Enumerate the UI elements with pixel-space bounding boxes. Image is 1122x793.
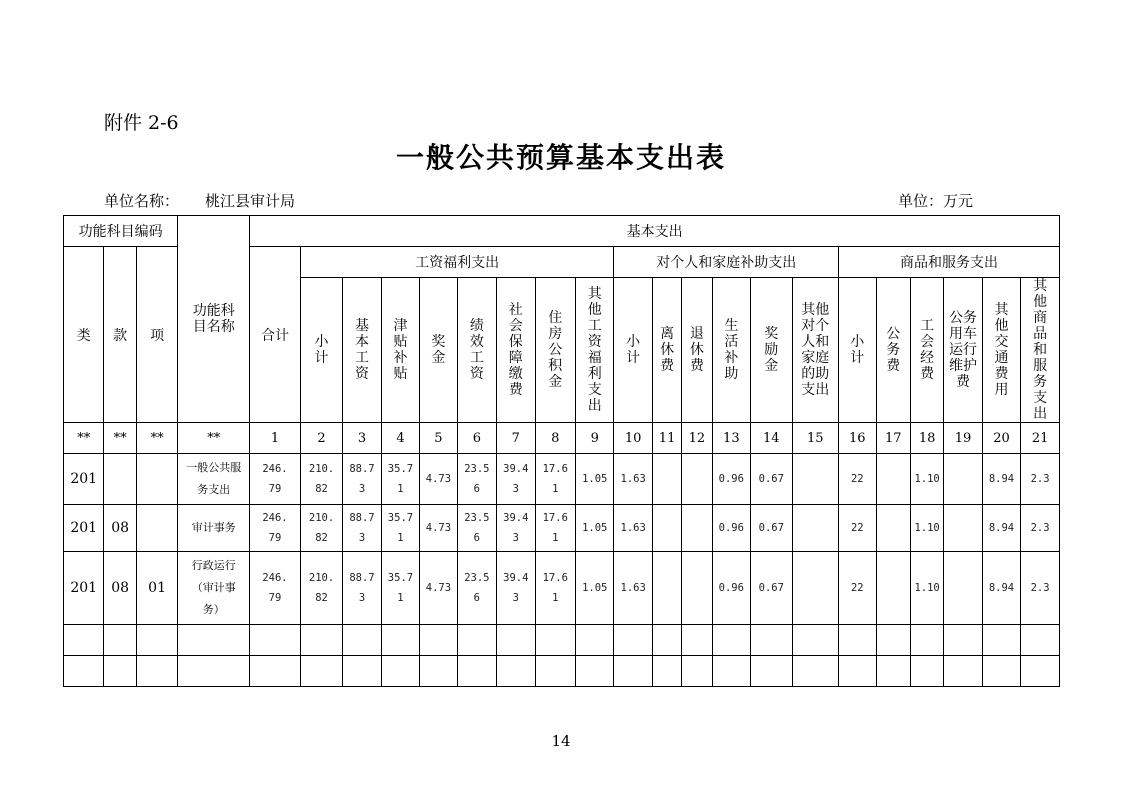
- cell-value: 8.94: [982, 505, 1020, 552]
- cell-value: 210.82: [300, 552, 343, 625]
- index-number: 1: [250, 423, 301, 454]
- empty-cell: [497, 656, 535, 687]
- cell-value: [876, 505, 910, 552]
- header-subcol: 奖励金: [751, 278, 792, 423]
- cell-value: 22: [839, 505, 876, 552]
- empty-cell: [712, 656, 750, 687]
- cell-lei: 201: [64, 552, 104, 625]
- index-number: 4: [381, 423, 419, 454]
- index-mark: **: [178, 423, 250, 454]
- index-number: 6: [457, 423, 496, 454]
- unit-name-value: 桃江县审计局: [205, 192, 296, 210]
- empty-cell: [876, 625, 910, 656]
- cell-value: [652, 505, 681, 552]
- header-subcol: 公务费: [876, 278, 910, 423]
- header-salary-group: 工资福利支出: [300, 247, 614, 278]
- cell-value: 0.96: [712, 454, 750, 505]
- unit-name-line: [104, 190, 295, 211]
- cell-value: 1.05: [576, 552, 614, 625]
- cell-value: 22: [839, 552, 876, 625]
- header-subcol: 其他商品和服务支出: [1021, 278, 1060, 423]
- cell-value: 88.73: [343, 552, 381, 625]
- cell-value: 35.71: [381, 552, 419, 625]
- empty-cell: [535, 625, 575, 656]
- empty-cell: [457, 625, 496, 656]
- index-number: 10: [614, 423, 652, 454]
- header-function-code: 功能科目编码: [64, 216, 178, 247]
- header-subcol: 其他对个人和家庭的助支出: [792, 278, 839, 423]
- index-number: 3: [343, 423, 381, 454]
- cell-value: 1.63: [614, 552, 652, 625]
- header-subcol: 住房公积金: [535, 278, 575, 423]
- cell-value: 4.73: [420, 552, 457, 625]
- cell-value: 35.71: [381, 505, 419, 552]
- cell-value: 39.43: [497, 454, 535, 505]
- header-subcol: 奖金: [420, 278, 457, 423]
- cell-kuan: 08: [104, 505, 136, 552]
- empty-cell: [576, 656, 614, 687]
- cell-value: 23.56: [457, 552, 496, 625]
- empty-cell: [982, 625, 1020, 656]
- cell-value: 39.43: [497, 552, 535, 625]
- empty-cell: [420, 656, 457, 687]
- table-row: [64, 505, 1060, 552]
- cell-value: [682, 505, 712, 552]
- cell-value: 1.63: [614, 505, 652, 552]
- header-subcol: 小计: [839, 278, 876, 423]
- attachment-label: 附件 2-6: [104, 112, 179, 134]
- cell-lei: 201: [64, 505, 104, 552]
- empty-cell: [381, 625, 419, 656]
- cell-value: 210.82: [300, 454, 343, 505]
- header-subcol: 工会经费: [910, 278, 943, 423]
- cell-function-name: 审计事务: [178, 505, 250, 552]
- empty-cell: [1021, 656, 1060, 687]
- cell-value: 2.3: [1021, 552, 1060, 625]
- empty-cell: [64, 625, 104, 656]
- cell-value: 17.61: [535, 552, 575, 625]
- empty-cell: [1021, 625, 1060, 656]
- header-subcol: 小计: [614, 278, 652, 423]
- index-number: 21: [1021, 423, 1060, 454]
- header-total: 合计: [250, 247, 301, 423]
- empty-cell: [944, 656, 982, 687]
- empty-cell: [104, 625, 136, 656]
- empty-cell: [839, 656, 876, 687]
- cell-value: 8.94: [982, 552, 1020, 625]
- table-row: [64, 454, 1060, 505]
- header-subcol: 绩效工资: [457, 278, 496, 423]
- empty-row: [64, 625, 1060, 656]
- cell-value: 88.73: [343, 505, 381, 552]
- header-subcol: 小计: [300, 278, 343, 423]
- index-number: 16: [839, 423, 876, 454]
- header-personal-group: 对个人和家庭补助支出: [614, 247, 839, 278]
- cell-value: [876, 454, 910, 505]
- cell-value: 23.56: [457, 505, 496, 552]
- cell-value: 1.10: [910, 505, 943, 552]
- empty-cell: [682, 625, 712, 656]
- cell-value: 1.05: [576, 454, 614, 505]
- index-number: 9: [576, 423, 614, 454]
- cell-value: 0.67: [751, 454, 792, 505]
- cell-value: 4.73: [420, 505, 457, 552]
- empty-cell: [792, 625, 839, 656]
- empty-cell: [944, 625, 982, 656]
- header-subcol: 其他工资福利支出: [576, 278, 614, 423]
- header-goods-group: 商品和服务支出: [839, 247, 1060, 278]
- empty-cell: [910, 656, 943, 687]
- cell-value: [792, 552, 839, 625]
- header-subcol: 公务用车运行维护费: [944, 278, 982, 423]
- empty-cell: [343, 656, 381, 687]
- cell-value: 39.43: [497, 505, 535, 552]
- cell-value: 1.05: [576, 505, 614, 552]
- empty-cell: [910, 625, 943, 656]
- empty-cell: [250, 656, 301, 687]
- budget-table: [63, 215, 1060, 687]
- cell-value: 1.10: [910, 552, 943, 625]
- index-number: 7: [497, 423, 535, 454]
- empty-cell: [300, 625, 343, 656]
- empty-cell: [614, 625, 652, 656]
- empty-cell: [751, 656, 792, 687]
- cell-value: [792, 505, 839, 552]
- cell-value: 0.67: [751, 552, 792, 625]
- empty-cell: [535, 656, 575, 687]
- index-number: 14: [751, 423, 792, 454]
- cell-xiang: [136, 454, 178, 505]
- cell-value: 88.73: [343, 454, 381, 505]
- cell-value: 246.79: [250, 505, 301, 552]
- cell-value: [944, 552, 982, 625]
- cell-xiang: [136, 505, 178, 552]
- page-title: 一般公共预算基本支出表: [395, 141, 726, 174]
- header-function-name: 功能科目名称: [178, 216, 250, 423]
- cell-value: 2.3: [1021, 505, 1060, 552]
- cell-value: 0.67: [751, 505, 792, 552]
- cell-value: 23.56: [457, 454, 496, 505]
- empty-cell: [497, 625, 535, 656]
- empty-cell: [178, 656, 250, 687]
- cell-value: [682, 552, 712, 625]
- header-kuan: 款: [104, 247, 136, 423]
- cell-value: [944, 454, 982, 505]
- cell-value: 17.61: [535, 454, 575, 505]
- cell-value: 4.73: [420, 454, 457, 505]
- empty-cell: [343, 625, 381, 656]
- empty-cell: [178, 625, 250, 656]
- header-xiang: 项: [136, 247, 178, 423]
- cell-value: [792, 454, 839, 505]
- index-number: 11: [652, 423, 681, 454]
- header-subcol: 生活补助: [712, 278, 750, 423]
- index-number: 12: [682, 423, 712, 454]
- index-mark: **: [64, 423, 104, 454]
- cell-value: 17.61: [535, 505, 575, 552]
- cell-value: [682, 454, 712, 505]
- cell-value: 1.63: [614, 454, 652, 505]
- index-number: 5: [420, 423, 457, 454]
- header-basic-expenditure: 基本支出: [250, 216, 1060, 247]
- empty-cell: [381, 656, 419, 687]
- header-subcol: 津贴补贴: [381, 278, 419, 423]
- cell-function-name: 行政运行（审计事务）: [178, 552, 250, 625]
- empty-cell: [420, 625, 457, 656]
- cell-value: 246.79: [250, 552, 301, 625]
- index-number: 18: [910, 423, 943, 454]
- empty-cell: [104, 656, 136, 687]
- cell-value: [652, 552, 681, 625]
- empty-cell: [682, 656, 712, 687]
- cell-value: 2.3: [1021, 454, 1060, 505]
- empty-cell: [576, 625, 614, 656]
- empty-cell: [982, 656, 1020, 687]
- unit-name-label: 单位名称：: [104, 192, 180, 210]
- empty-cell: [751, 625, 792, 656]
- index-number: 19: [944, 423, 982, 454]
- empty-cell: [614, 656, 652, 687]
- cell-xiang: 01: [136, 552, 178, 625]
- cell-lei: 201: [64, 454, 104, 505]
- cell-value: 246.79: [250, 454, 301, 505]
- index-number: 15: [792, 423, 839, 454]
- empty-cell: [876, 656, 910, 687]
- empty-cell: [250, 625, 301, 656]
- cell-value: 1.10: [910, 454, 943, 505]
- header-lei: 类: [64, 247, 104, 423]
- cell-function-name: 一般公共服务支出: [178, 454, 250, 505]
- empty-cell: [712, 625, 750, 656]
- unit-label: 单位：万元: [898, 192, 974, 210]
- empty-cell: [792, 656, 839, 687]
- index-number: 2: [300, 423, 343, 454]
- index-number: 20: [982, 423, 1020, 454]
- cell-value: 35.71: [381, 454, 419, 505]
- cell-value: [944, 505, 982, 552]
- index-mark: **: [136, 423, 178, 454]
- cell-kuan: [104, 454, 136, 505]
- page-number: 14: [551, 732, 571, 750]
- cell-value: 22: [839, 454, 876, 505]
- cell-value: [652, 454, 681, 505]
- empty-cell: [136, 625, 178, 656]
- cell-kuan: 08: [104, 552, 136, 625]
- header-subcol: 社会保障缴费: [497, 278, 535, 423]
- cell-value: [876, 552, 910, 625]
- cell-value: 0.96: [712, 505, 750, 552]
- empty-cell: [136, 656, 178, 687]
- header-subcol: 离休费: [652, 278, 681, 423]
- index-number: 17: [876, 423, 910, 454]
- empty-cell: [652, 625, 681, 656]
- index-number: 13: [712, 423, 750, 454]
- cell-value: 0.96: [712, 552, 750, 625]
- header-subcol: 退休费: [682, 278, 712, 423]
- index-number: 8: [535, 423, 575, 454]
- cell-value: 8.94: [982, 454, 1020, 505]
- empty-cell: [839, 625, 876, 656]
- empty-cell: [652, 656, 681, 687]
- cell-value: 210.82: [300, 505, 343, 552]
- empty-row: [64, 656, 1060, 687]
- header-subcol: 其他交通费用: [982, 278, 1020, 423]
- index-mark: **: [104, 423, 136, 454]
- empty-cell: [64, 656, 104, 687]
- table-row: [64, 552, 1060, 625]
- empty-cell: [457, 656, 496, 687]
- empty-cell: [300, 656, 343, 687]
- header-subcol: 基本工资: [343, 278, 381, 423]
